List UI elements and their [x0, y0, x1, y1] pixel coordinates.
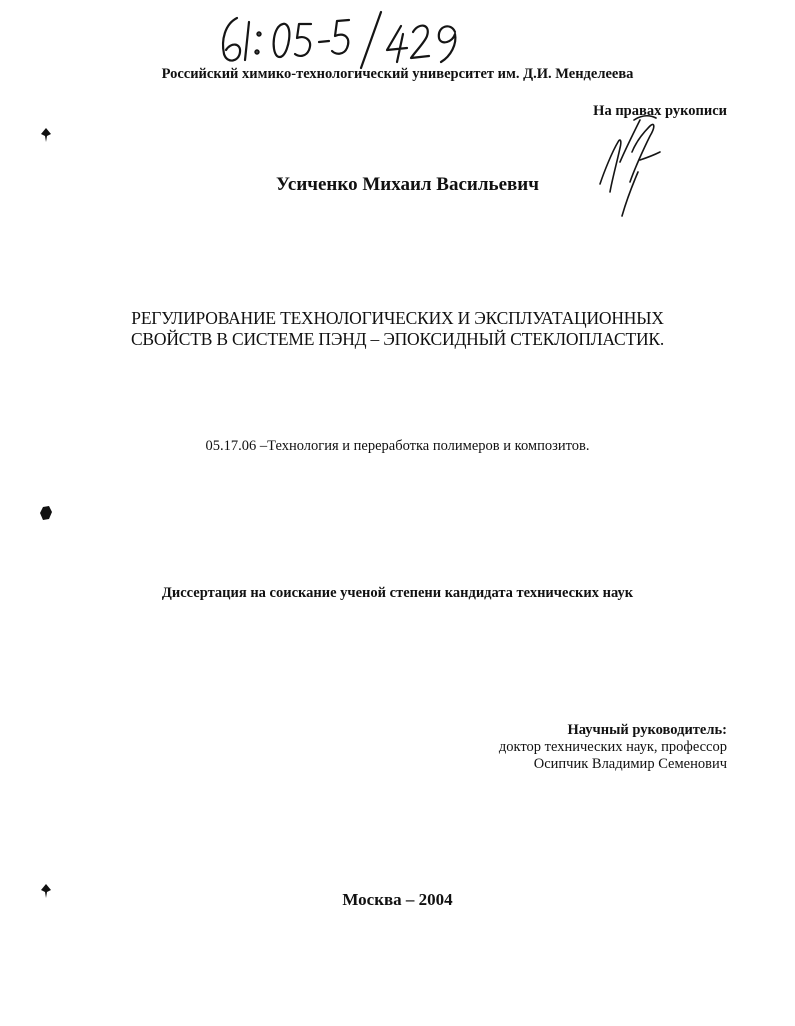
punch-mark-icon	[40, 506, 52, 520]
specialty-code: 05.17.06 –Технология и переработка полимеров и композитов.	[205, 438, 590, 454]
dissertation-title	[0, 308, 795, 350]
rights-note: На правах рукописи	[593, 103, 727, 119]
signature	[590, 112, 670, 222]
punch-mark-icon	[40, 128, 52, 142]
dissertation-statement: Диссертация на соискание ученой степени кандидата технических наук	[161, 585, 634, 601]
title-line: СВОЙСТВ В СИСТЕМЕ ПЭНД – ЭПОКСИДНЫЙ СТЕКЛОПЛАСТИК.	[130, 329, 665, 349]
punch-mark-icon	[40, 884, 52, 898]
supervisor-block	[499, 722, 727, 773]
handwritten-code-drawing	[215, 10, 485, 70]
title-line: РЕГУЛИРОВАНИЕ ТЕХНОЛОГИЧЕСКИХ И ЭКСПЛУАТАЦИОННЫХ	[131, 308, 664, 328]
supervisor-name: Осипчик Владимир Семенович	[533, 756, 727, 772]
city-year: Москва – 2004	[342, 890, 453, 909]
university-name: Российский химико-технологический университет им. Д.И. Менделеева	[161, 66, 634, 82]
author-name: Усиченко Михаил Васильевич	[276, 174, 539, 195]
handwritten-archive-code	[215, 10, 485, 70]
supervisor-degree: доктор технических наук, профессор	[498, 739, 727, 755]
signature-drawing	[590, 112, 670, 222]
supervisor-heading: Научный руководитель:	[567, 722, 727, 738]
